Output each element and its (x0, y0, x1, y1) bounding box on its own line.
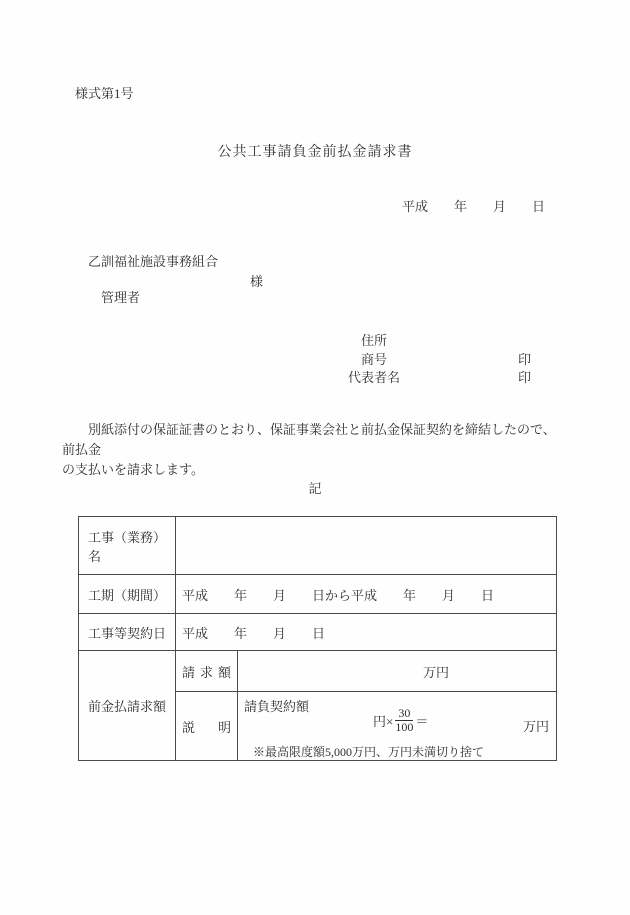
contract-amount-label: 請負契約額 (244, 699, 310, 714)
equals-sign: ＝ (415, 714, 429, 729)
formula-line (373, 707, 428, 734)
date-line: 平成 年 月 日 (402, 199, 546, 214)
form-number: 様式第1号 (75, 86, 134, 101)
explanation-label-cell (176, 692, 238, 760)
body-paragraph (62, 420, 559, 480)
contract-date-value-cell (176, 614, 556, 650)
representative-seal-mark: 印 (518, 370, 532, 385)
advance-request-label-cell (79, 651, 176, 760)
project-name-value-cell (176, 517, 556, 574)
fraction-numerator: 30 (395, 707, 413, 721)
applicant-company-label: 商号 (360, 352, 388, 367)
subrow-request-amount (176, 651, 556, 691)
fraction (395, 707, 413, 734)
limit-note: ※最高限度額5,000万円、万円未満切り捨て (253, 745, 485, 759)
addressee-line (88, 271, 338, 338)
contract-date-label: 工事等契約日 (88, 625, 167, 641)
request-table (78, 516, 557, 761)
applicant-address-label: 住所 (360, 333, 388, 348)
table-row-period (79, 574, 556, 613)
formula-prefix: 円× (373, 714, 394, 729)
record-mark: 記 (308, 481, 322, 496)
period-value: 平成 年 月 日から平成 年 月 日 (182, 587, 495, 603)
period-label-cell (79, 575, 176, 613)
request-amount-unit: 万円 (423, 664, 450, 680)
project-name-label: 工事（業務）名 (88, 529, 167, 564)
contract-date-label-cell (79, 614, 176, 650)
addressee-organization: 乙訓福祉施設事務組合 (88, 254, 219, 269)
addressee-role: 管理者 (101, 290, 141, 305)
period-value-cell (176, 575, 556, 613)
fraction-denominator: 100 (395, 720, 414, 734)
request-amount-value-cell (238, 651, 556, 691)
request-amount-label: 請求額 (182, 664, 231, 680)
body-line-1: 別紙添付の保証証書のとおり、保証事業会社と前払金保証契約を締結したので、前払金 (62, 422, 556, 457)
explanation-content-cell (238, 692, 556, 760)
formula-result-unit: 万円 (522, 719, 549, 734)
body-line-2: の支払いを請求します。 (62, 462, 204, 477)
project-name-label-cell (79, 517, 176, 574)
table-row-advance-request (79, 650, 556, 760)
advance-request-label: 前金払請求額 (88, 699, 167, 714)
table-row-contract-date (79, 613, 556, 650)
applicant-representative-label: 代表者名 (347, 370, 401, 385)
request-amount-label-cell (176, 651, 238, 691)
contract-date-value: 平成 年 月 日 (182, 625, 326, 641)
document-title: 公共工事請負金前払金請求書 (217, 145, 413, 160)
addressee-honorific: 様 (250, 274, 264, 289)
explanation-label: 説明 (182, 719, 231, 735)
subrow-explanation (176, 691, 556, 760)
period-label: 工期（期間） (88, 587, 167, 603)
advance-request-detail (176, 651, 556, 760)
company-seal-mark: 印 (518, 352, 532, 367)
table-row-project-name (79, 517, 556, 574)
